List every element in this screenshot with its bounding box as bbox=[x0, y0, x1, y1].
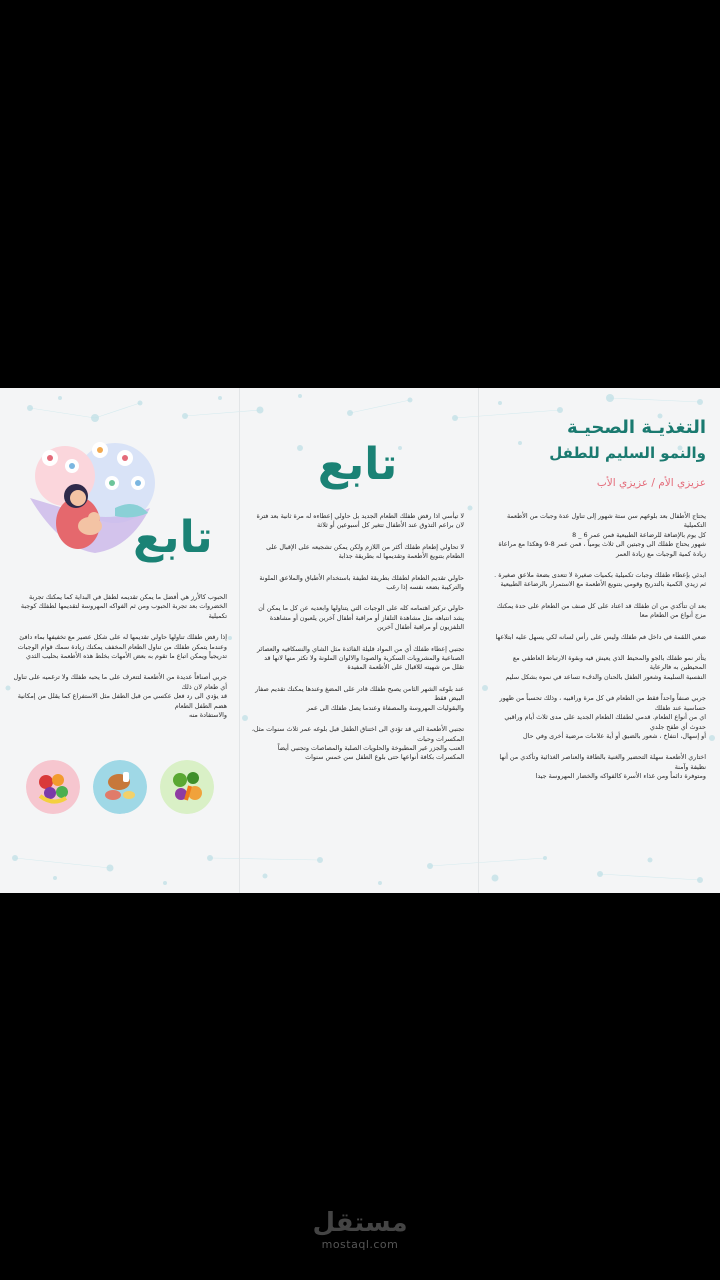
paragraph: جربي صنفاً واحداً فقط من الطعام في كل مرة وراقبيه ، وذلك تحسباً من ظهور حساسية عند طفلك اي من أنواع الطعام. قدمي لطفلك الطعام الجديد على مدى ثلاث أيام وراقبي حدوث أي طفح جلدي أو إسهال، انتفاخ ، شعور بالضيق أو أية علامات مرضية أخرى وفي حال bbox=[499, 694, 706, 740]
paragraph: لا تيأسي اذا رفض طفلك الطعام الجديد بل حاولي إعطاءه له مرة ثانية بعد فترة لان براعم التذوق عند الأطفال تتغير كل أسبوعين أو ثلاثة bbox=[256, 512, 464, 530]
main-title-line2: والنمو السليم للطفل bbox=[549, 444, 706, 462]
fruits-icon bbox=[26, 760, 80, 814]
vegetables-icon bbox=[160, 760, 214, 814]
paragraph: تجنبي إعطاء طفلك أي من المواد قليلة الفائدة مثل الشاي والنسكافيه والعصائر الصناعية والمشروبات السكرية والصودا والالوان الملونة ولا تكثر منها لانها قد تقلل من شهيته للاقبال على الأطعمة المفيدة bbox=[256, 644, 464, 672]
greeting-subtitle: عزيزي الأم / عزيزي الأب bbox=[596, 477, 706, 489]
paragraph: إذا رفض طفلك تناولها حاولي تقديمها له على شكل عصير مع تخفيفها بماء دافئ وعندما يتمكن طفلك من تناول الطعام المخفف يمكنك زيادة سمك قوام الوجبات تدريجياً ويمكن اتباع ما تقوم به بعض الأمهات بخلط هذه الأطعمة بحليب الثدي bbox=[17, 633, 227, 661]
continued-heading: تابع bbox=[133, 512, 213, 563]
paragraph: ابدئي بإعطاء طفلك وجبات تكميلية بكميات صغيرة لا تتعدى بضعة ملاعق صغيرة . ثم زيدي الكمية بالتدريج وقومي بتنويع الأطعمة مع الاستمرار بالرضاعة الطبيعية bbox=[494, 571, 706, 589]
right-panel bbox=[478, 388, 720, 893]
watermark-name: مستقل bbox=[312, 1208, 408, 1238]
middle-panel bbox=[239, 388, 478, 893]
paragraph: الحبوب كالأرز هي أفضل ما يمكن تقديمه لطفل في البداية كما يمكنك تجربة الخضروات بعد تجربة الحبوب ومن ثم الفواكه المهروسة لتقديمها لطفلك كوجبة تكميلية bbox=[20, 593, 227, 620]
continued-heading: تابع bbox=[317, 439, 398, 490]
left-panel bbox=[0, 388, 239, 893]
paragraph: بعد ان تتأكدي من ان طفلك قد اعتاد على كل صنف من الطعام على حدة يمكنك مزج أنواع من الطعام معا bbox=[496, 601, 706, 620]
paragraph: حاولي تقديم الطعام لطفلك بطريقة لطيفة باستخدام الأطباق والملاعق الملونة والتركيبة بضعه نفسه إذا رغب bbox=[259, 573, 464, 592]
paragraph: حاولي تركيز اهتمامه كله على الوجبات التي يتناولها وابعديه عن كل ما يمكن أن يشد انتباهه مثل مشاهدة التلفاز أو مراقبة أطفال آخرين يلعبون أو مشاهدة التلفزيون أو مراقبة أطفال آخرين bbox=[258, 604, 464, 632]
paragraph: جربي أصنافاً عديدة من الأطعمة لتتعرف على ما يحبه طفلك ولا ترغميه على تناول أي طعام لان ذلك قد يؤدي الى رد فعل عكسي من قبل الطفل مثل الاستفراغ كما يقلل من إمكانية هضم الطفل الطعام والاستفادة منه bbox=[13, 673, 227, 720]
paragraph: اختاري الأطعمة سهلة التحضير والغنية بالطاقة والعناصر الغذائية وتأكدي من أنها نظيفة وآمنة ومتوفرة دائماً ومن غذاء الأسرة كالفواكه والخضار المهروسة جيدا bbox=[499, 753, 706, 781]
paragraph: لا تحاولي إطعام طفلك أكثر من اللازم ولكن يمكن تشجيعه على الإقبال على الطعام بتنويع الأطعمة وتقديمها له بطريقة جذابة bbox=[266, 542, 464, 561]
watermark-logo bbox=[0, 1208, 720, 1251]
paragraph: تجنبي الأطعمة التي قد تؤدي الى اختناق الطفل قبل بلوغه عمر ثلاث سنوات مثل، المكسرات وحبات العنب والجزر غير المطبوخة والحلويات الصلبة والمصاصات وتجنبي أيضاً المكسرات بكافة أنواعها حتى بلوغ الطفل سن خمس سنوات bbox=[251, 725, 464, 762]
main-title: التغذيـة الصحيـة bbox=[567, 417, 706, 438]
paragraph: يحتاج الأطفال بعد بلوغهم سن ستة شهور إلى تناول عدة وجبات من الأطعمة التكميلية كل يوم بالإضافة للرضاعة الطبيعية فمن عمر 6 _ 8 شهور يحتاج طفلك الى وجبتين الى ثلاث يومياً ، فمن عمر 8-9 وهكذا مع مراعاة زيادة كمية الوجبات مع زيادة العمر bbox=[498, 512, 706, 558]
paragraph: يتأثر نمو طفلك بالجو والمحيط الذي يعيش فيه وبقوة الارتباط العاطفي مع المحيطين به فالرعاية النفسية السليمة وشعور الطفل بالحنان والدفء تساعد في نموه بشكل سليم bbox=[505, 654, 706, 681]
watermark-url: mostaql.com bbox=[321, 1238, 399, 1251]
paragraph: عند بلوغه الشهر الثامن يصبح طفلك قادر على المضغ وعندها يمكنك تقديم صفار البيض فقط والبقوليات المهروسة والمصفاة وعندما يصل طفلك الى عمر bbox=[255, 684, 464, 712]
paragraph: ضعي اللقمة في داخل فم طفلك وليس على رأس لسانه لكي يسهل عليه ابتلاعها bbox=[495, 632, 706, 641]
meat-fish-icon bbox=[93, 760, 147, 814]
brochure bbox=[0, 388, 720, 893]
